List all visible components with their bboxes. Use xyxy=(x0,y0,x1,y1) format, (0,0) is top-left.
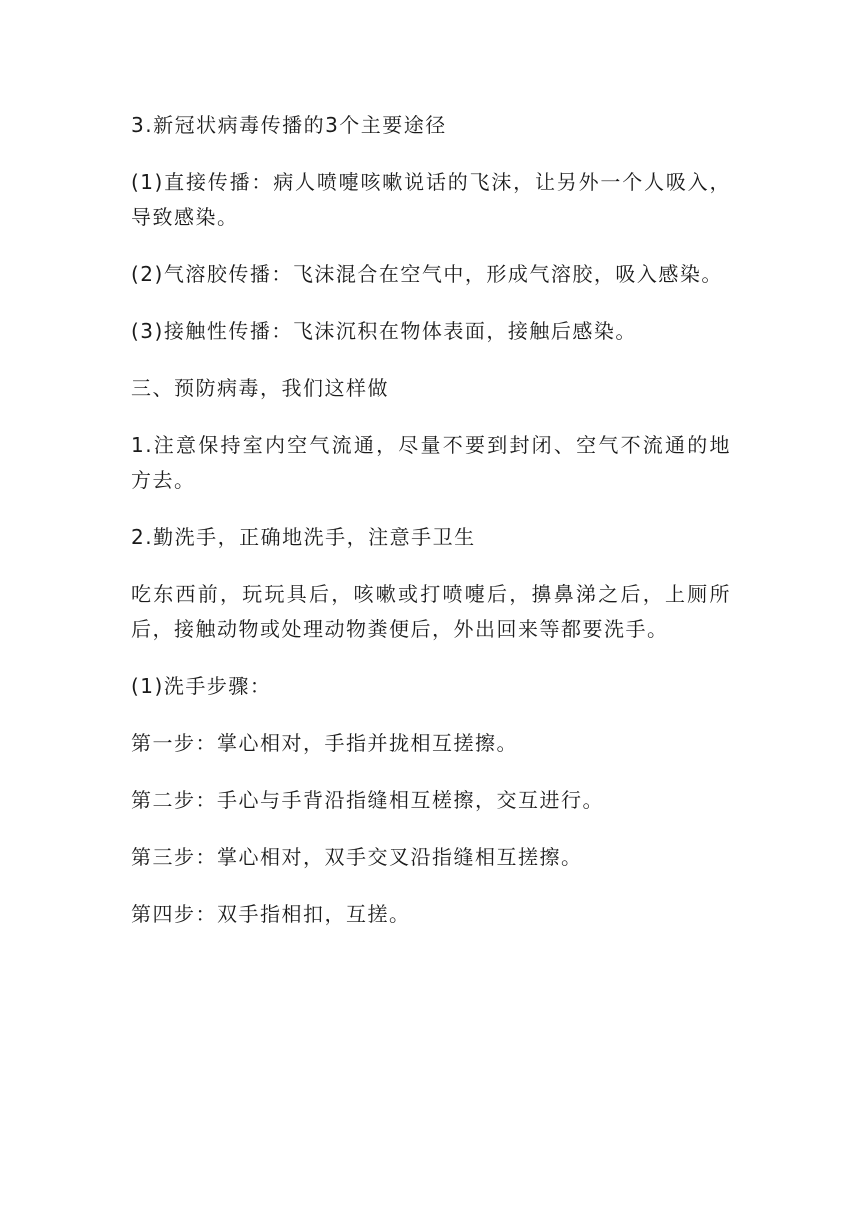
aerosol-transmission-paragraph: (2)气溶胶传播：飞沫混合在空气中，形成气溶胶，吸入感染。 xyxy=(131,262,723,286)
handwashing-heading: 2.勤洗手，正确地洗手，注意手卫生 xyxy=(131,525,476,549)
step-four: 第四步：双手指相扣，互搓。 xyxy=(131,902,411,926)
direct-transmission-paragraph: (1)直接传播：病人喷嚏咳嗽说话的飞沫，让另外一个人吸入，导致感染。 xyxy=(131,170,731,229)
step-two: 第二步：手心与手背沿指缝相互槎擦，交互进行。 xyxy=(131,788,604,812)
contact-transmission-paragraph: (3)接触性传播：飞沫沉积在物体表面，接触后感染。 xyxy=(131,319,637,343)
when-to-wash-paragraph: 吃东西前，玩玩具后，咳嗽或打喷嚏后，擤鼻涕之后，上厕所后，接触动物或处理动物粪便后，外出回来等都要洗手。 xyxy=(131,582,731,641)
document-body xyxy=(131,108,731,954)
step-one: 第一步：掌心相对，手指并拢相互搓擦。 xyxy=(131,731,518,755)
ventilation-paragraph: 1.注意保持室内空气流通，尽量不要到封闭、空气不流通的地方去。 xyxy=(131,433,731,492)
prevention-section-heading: 三、预防病毒，我们这样做 xyxy=(131,376,389,400)
step-three: 第三步：掌心相对，双手交叉沿指缝相互搓擦。 xyxy=(131,845,583,869)
washing-steps-heading: (1)洗手步骤： xyxy=(131,674,272,698)
transmission-heading: 3.新冠状病毒传播的3个主要途径 xyxy=(131,113,447,137)
